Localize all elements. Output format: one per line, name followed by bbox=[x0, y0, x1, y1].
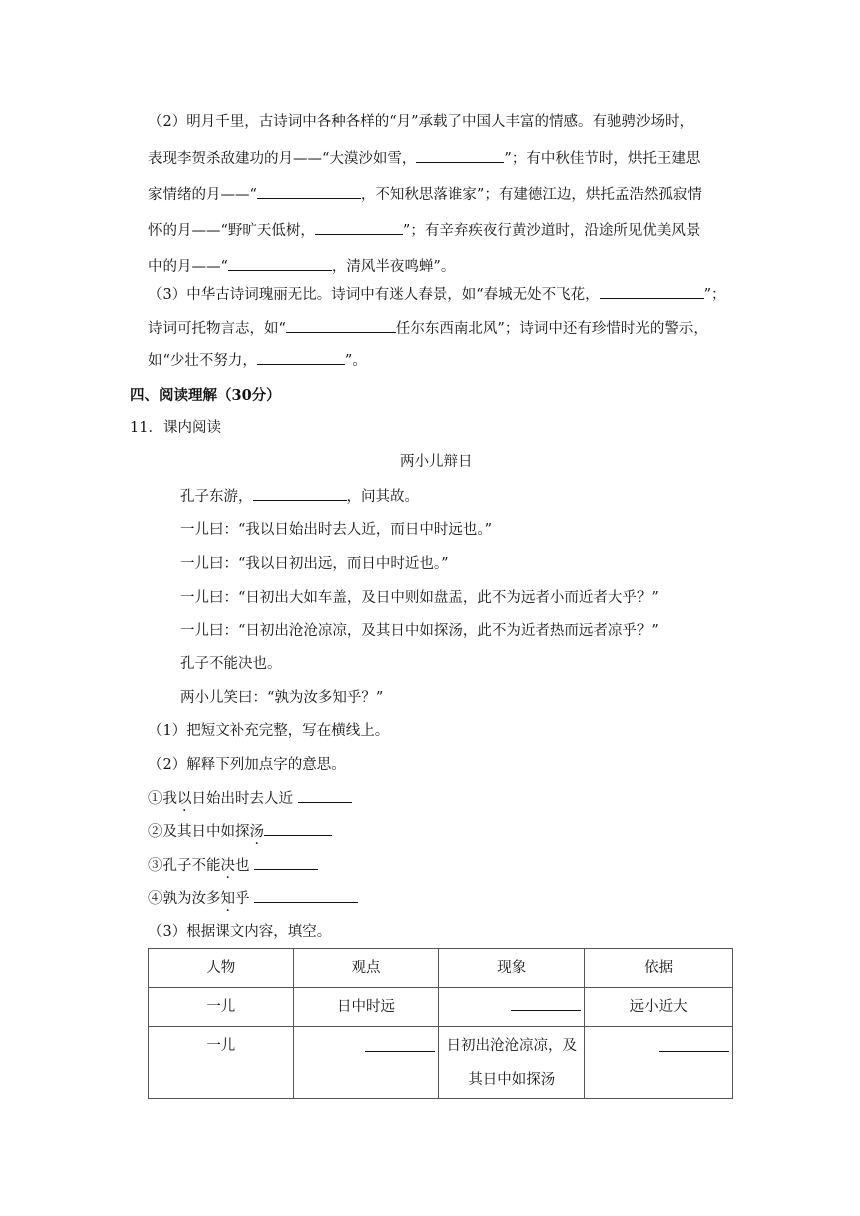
cell-text-line2: 其日中如探汤 bbox=[468, 1072, 556, 1088]
item-number: ① bbox=[148, 791, 163, 807]
answer-blank[interactable] bbox=[659, 1037, 729, 1052]
text: 表现李贺杀敌建功的月——“大漠沙如雪， bbox=[148, 151, 417, 167]
answer-blank[interactable] bbox=[228, 256, 332, 271]
text: 孔子东游， bbox=[180, 489, 253, 505]
answer-table bbox=[148, 948, 733, 1099]
table-cell bbox=[439, 1027, 585, 1099]
passage-line-4: 一儿曰：“日初出大如车盖，及日中则如盘盂，此不为远者小而近者大乎？” bbox=[180, 590, 659, 606]
table-cell: 远小近大 bbox=[585, 988, 733, 1027]
passage-title: 两小儿辩日 bbox=[400, 454, 473, 470]
table-cell-blank[interactable] bbox=[293, 1027, 439, 1099]
question-label: 11．课内阅读 bbox=[130, 420, 221, 436]
dotted-char: 决 bbox=[220, 858, 235, 874]
answer-blank[interactable] bbox=[298, 788, 352, 803]
sub-question-2: （2）解释下列加点字的意思。 bbox=[148, 757, 346, 773]
blank-wrap bbox=[585, 1027, 732, 1056]
item-number: ② bbox=[148, 824, 163, 840]
table-header: 现象 bbox=[439, 949, 585, 988]
item-number: ③ bbox=[148, 858, 163, 874]
section-title: 四、阅读理解（30分） bbox=[130, 387, 281, 404]
q10-part3-line1 bbox=[148, 284, 726, 305]
dotted-char: 知 bbox=[220, 891, 235, 907]
word-item-2 bbox=[148, 821, 332, 842]
passage-line-3: 一儿曰：“我以日初出远，而日中时近也。” bbox=[180, 556, 449, 572]
text: 任尔东西南北风”；诗词中还有珍惜时光的警示， bbox=[395, 321, 708, 337]
cell-text: 一儿 bbox=[206, 1038, 236, 1054]
text: 如“少壮不努力， bbox=[148, 353, 257, 369]
table-cell: 日中时远 bbox=[293, 988, 439, 1027]
text: 我 bbox=[162, 791, 177, 807]
word-item-1 bbox=[148, 788, 352, 809]
dotted-char: 汤 bbox=[249, 824, 264, 840]
table-cell: 一儿 bbox=[149, 988, 294, 1027]
q10-part2-line2 bbox=[148, 148, 700, 169]
text: 也 bbox=[235, 858, 255, 874]
passage-line-2: 一儿曰：“我以日始出时去人近，而日中时远也。” bbox=[180, 522, 493, 538]
q10-part3-line3 bbox=[148, 350, 367, 371]
table-cell-blank[interactable] bbox=[439, 988, 585, 1027]
text: ”；有中秋佳节时，烘托王建思 bbox=[504, 151, 701, 167]
answer-blank[interactable] bbox=[254, 888, 358, 903]
q10-part2-line5 bbox=[148, 256, 455, 277]
text: ”；有辛弃疾夜行黄沙道时，沿途所见优美风景 bbox=[402, 223, 701, 239]
answer-blank[interactable] bbox=[365, 1037, 435, 1052]
q10-part2-line4 bbox=[148, 220, 700, 241]
passage-line-6: 孔子不能决也。 bbox=[180, 656, 282, 672]
blank-wrap bbox=[294, 1027, 439, 1056]
q10-part2-line1: （2）明月千里，古诗词中各种各样的“月”承载了中国人丰富的情感。有驰骋沙场时， bbox=[148, 114, 695, 130]
text: 中的月——“ bbox=[148, 259, 228, 275]
answer-blank[interactable] bbox=[600, 284, 704, 299]
word-item-3 bbox=[148, 855, 318, 876]
text: ”。 bbox=[344, 353, 367, 369]
q10-part2-line3 bbox=[148, 184, 702, 205]
table-header: 人物 bbox=[149, 949, 294, 988]
text: 孔子不能 bbox=[162, 858, 221, 874]
answer-blank[interactable] bbox=[257, 350, 345, 365]
answer-blank[interactable] bbox=[416, 148, 504, 163]
text: ，清风半夜鸣蝉”。 bbox=[331, 259, 456, 275]
text: ”； bbox=[703, 287, 726, 303]
text: 诗词可托物言志，如“ bbox=[148, 321, 286, 337]
passage-line-5: 一儿曰：“日初出沧沧凉凉，及其日中如探汤，此不为近者热而远者凉乎？” bbox=[180, 623, 659, 639]
text: 孰为汝多 bbox=[162, 891, 221, 907]
passage-line-7: 两小儿笑曰：“孰为汝多知乎？” bbox=[180, 690, 384, 706]
text: ，不知秋思落谁家”；有建德江边，烘托孟浩然孤寂情 bbox=[360, 187, 702, 203]
text: 乎 bbox=[235, 891, 255, 907]
answer-blank[interactable] bbox=[511, 996, 581, 1011]
table-header: 观点 bbox=[293, 949, 439, 988]
answer-blank[interactable] bbox=[264, 821, 332, 836]
table-row bbox=[149, 1027, 733, 1099]
table-header: 依据 bbox=[585, 949, 733, 988]
dotted-char: 以 bbox=[177, 791, 192, 807]
answer-blank[interactable] bbox=[315, 220, 403, 235]
answer-blank[interactable] bbox=[254, 855, 318, 870]
answer-blank[interactable] bbox=[257, 184, 361, 199]
table-row bbox=[149, 988, 733, 1027]
table-cell bbox=[149, 1027, 294, 1099]
q10-part3-line2 bbox=[148, 318, 708, 339]
word-item-4 bbox=[148, 888, 358, 909]
text: 怀的月——“野旷天低树， bbox=[148, 223, 315, 239]
cell-text-line1: 日初出沧沧凉凉，及 bbox=[446, 1038, 578, 1054]
table-cell-blank[interactable] bbox=[585, 1027, 733, 1099]
answer-blank[interactable] bbox=[253, 486, 347, 501]
sub-question-3: （3）根据课文内容，填空。 bbox=[148, 924, 332, 940]
text: 日始出时去人近 bbox=[191, 791, 298, 807]
item-number: ④ bbox=[148, 891, 163, 907]
table-header-row bbox=[149, 949, 733, 988]
passage-line-1 bbox=[180, 486, 419, 507]
text: ，问其故。 bbox=[346, 489, 419, 505]
text: 家情绪的月——“ bbox=[148, 187, 257, 203]
sub-question-1: （1）把短文补充完整，写在横线上。 bbox=[148, 723, 390, 739]
answer-blank[interactable] bbox=[286, 318, 396, 333]
text: （3）中华古诗词瑰丽无比。诗词中有迷人春景，如“春城无处不飞花， bbox=[148, 287, 600, 303]
text: 及其日中如探 bbox=[162, 824, 250, 840]
